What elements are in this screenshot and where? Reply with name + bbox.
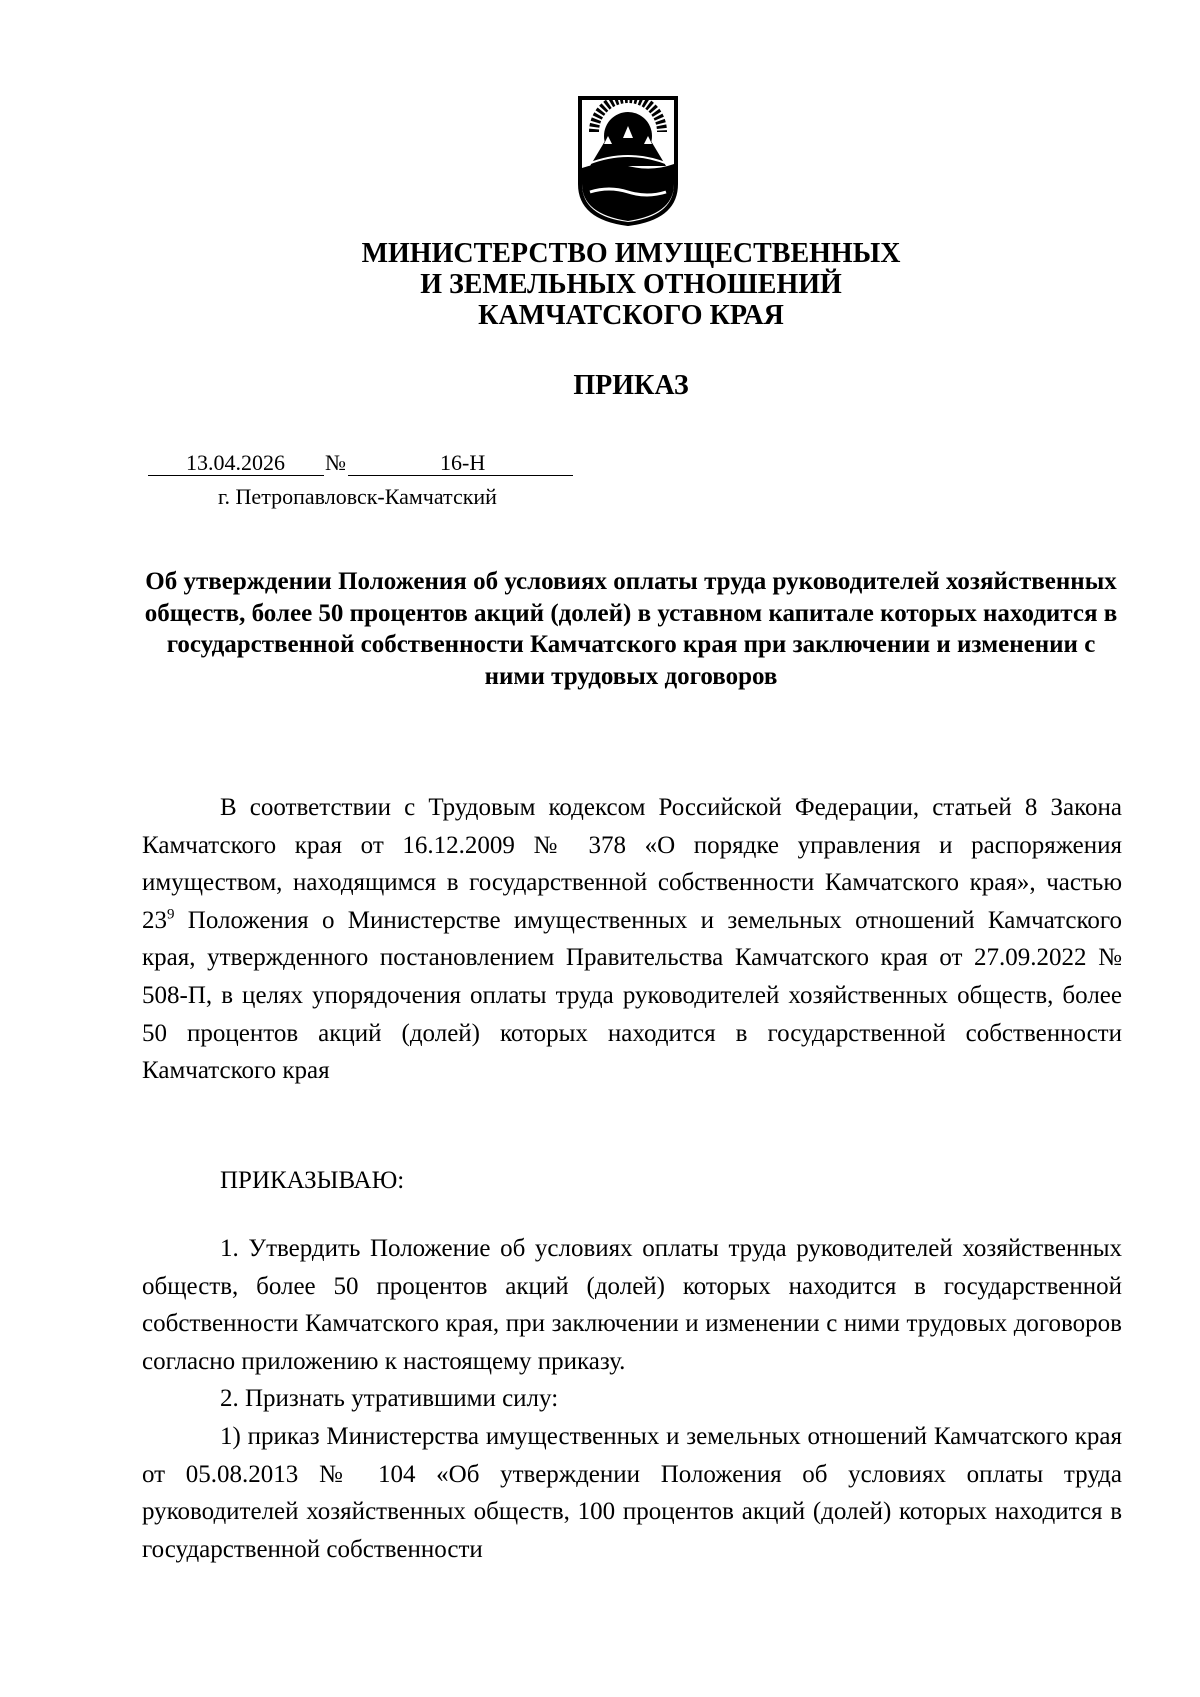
document-title: Об утверждении Положения об условиях оплаты труда руководителей хозяйственных обществ, более 50 процентов акций (долей) в уставном капитале которых находится в государственной собственности Камчатского края при заключении и изменении с ними трудовых договоров [144,568,1118,690]
city-name: г. Петропавловск-Камчатский [218,484,497,509]
coat-of-arms-icon [576,96,680,226]
preamble-part-1: В соответствии с Трудовым кодексом Российской Федерации, статьей 8 Закона Камчатского края от 16.12.2009 № 378 «О порядке управления и распоряжения имуществом, находящимся в государственной собственности Камчатского края», частью 23 [142,794,1122,934]
preamble-paragraph [142,789,1122,1090]
ministry-line-3: КАМЧАТСКОГО КРАЯ [478,300,784,331]
order-item-1: 1. Утвердить Положение об условиях оплаты труда руководителей хозяйственных обществ, более 50 процентов акций (долей) которых находится в государственной собственности Камчатского края, при заключении и изменении с ними трудовых договоров согласно приложению к настоящему приказу. [142,1235,1122,1375]
order-number: 16-Н [440,450,486,475]
decree-word: ПРИКАЗЫВАЮ: [220,1167,405,1194]
date-underline [148,475,324,476]
doc-type-title: ПРИКАЗ [573,370,689,401]
order-date: 13.04.2026 [186,450,285,475]
order-items [142,1230,1122,1568]
number-sign: № [325,450,346,475]
number-underline [348,475,573,476]
order-item-2-1: 1) приказ Министерства имущественных и земельных отношений Камчатского края от 05.08.2013 № 104 «Об утверждении Положения об условиях оплаты труда руководителей хозяйственных обществ, 100 процентов акций (долей) которых находится в государственной собственности [142,1422,1122,1563]
order-item-2: 2. Признать утратившими силу: [220,1385,559,1413]
ministry-line-2: И ЗЕМЕЛЬНЫХ ОТНОШЕНИЙ [420,269,842,300]
ministry-line-1: МИНИСТЕРСТВО ИМУЩЕСТВЕННЫХ [361,238,901,269]
preamble-part-2: Положения о Министерстве имущественных и земельных отношений Камчатского края, утвержденного постановлением Правительства Камчатского края от 27.09.2022 № 508-П, в целях упорядочения оплаты труда руководителей хозяйственных обществ, более 50 процентов акций (долей) которых находится в государственной собственности Камчатского края [142,906,1122,1085]
preamble-superscript: 9 [167,906,175,923]
ministry-name [0,238,1200,331]
